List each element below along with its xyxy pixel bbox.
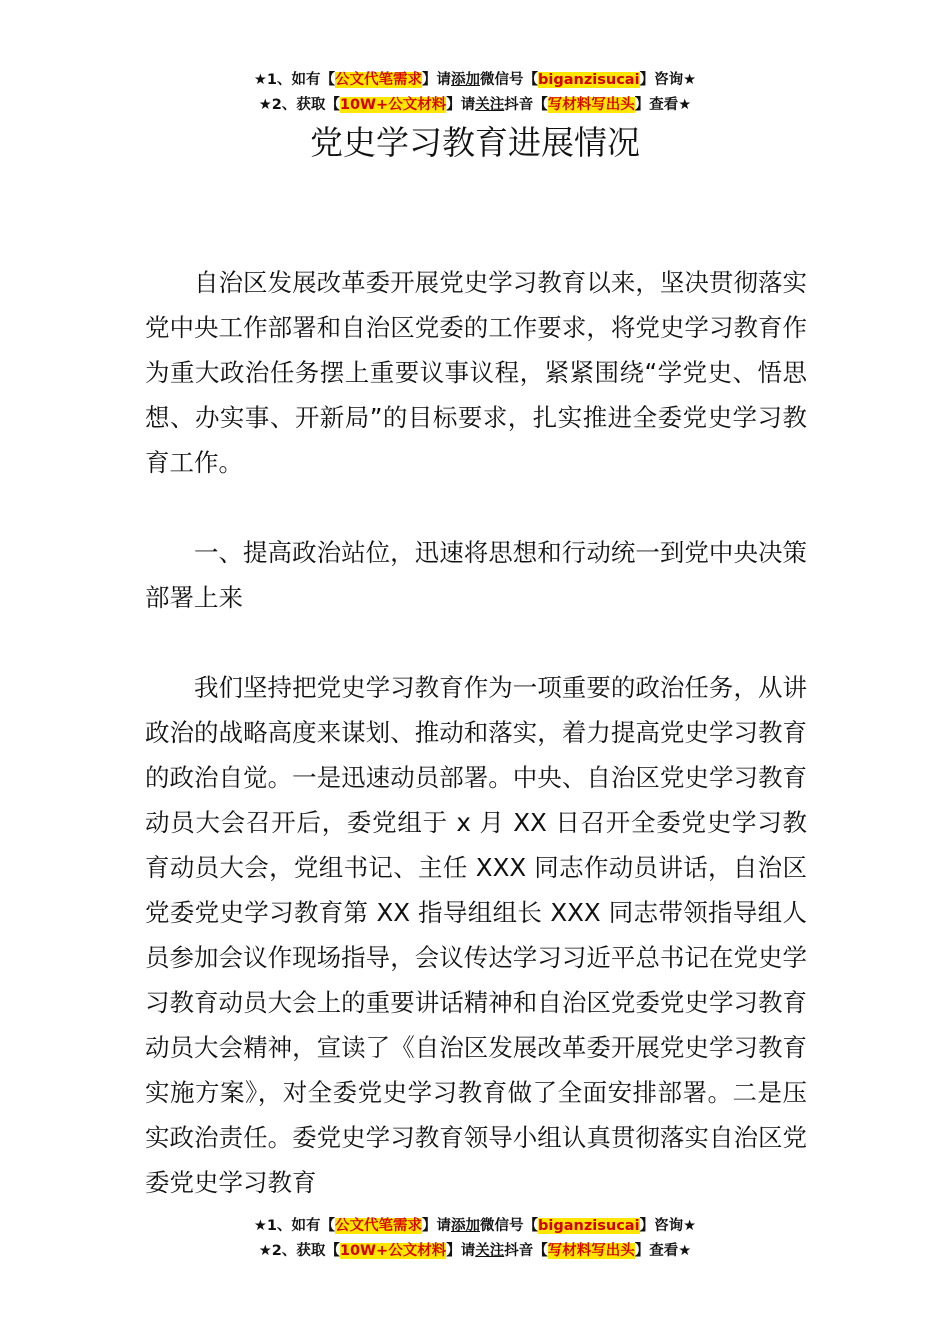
promo-line-1 (0, 1214, 950, 1239)
promo-text: 抖音【 (504, 97, 548, 113)
promo-highlight: 10W+公文材料 (339, 1243, 447, 1259)
promo-highlight: 公文代笔需求 (335, 72, 423, 88)
paragraph-intro: 自治区发展改革委开展党史学习教育以来，坚决贯彻落实党中央工作部署和自治区党委的工作要求，将党史学习教育作为重大政治任务摆上重要议事议程，紧紧围绕“学党史、悟思想、办实事、开新局”的目标要求，扎实推进全委党史学习教育工作。 (145, 268, 807, 477)
promo-text: 】咨询★ (639, 72, 697, 88)
promo-text: ★1、如有【 (253, 72, 336, 88)
promo-text: 抖音【 (504, 1243, 548, 1259)
promo-text: 】咨询★ (639, 1218, 697, 1234)
promo-highlight: biganzisucai (538, 1218, 640, 1234)
promo-line-2 (0, 1239, 950, 1264)
promo-text: 】请 (422, 72, 452, 88)
promo-underline: 关注 (475, 97, 505, 113)
paragraph-section-1: 我们坚持把党史学习教育作为一项重要的政治任务，从讲政治的战略高度来谋划、推动和落实，着力提高党史学习教育的政治自觉。一是迅速动员部署。中央、自治区党史学习教育动员大会召开后，委党组于 x 月 XX 日召开全委党史学习教育动员大会，党组书记、主任 XXX 同志作动员讲话，自治区党委党史学习教育第 XX 指导组组长 XXX 同志带领指导组人员参加会议作现场指导，会议传达学习习近平总书记在党史学习教育动员大会上的重要讲话精神和自治区党委党史学习教育动员大会精神，宣读了《自治区发展改革委开展党史学习教育实施方案》，对全委党史学习教育做了全面安排部署。二是压实政治责任。委党史学习教育领导小组认真贯彻落实自治区党委党史学习教育 (145, 673, 807, 1197)
promo-line-1 (0, 68, 950, 93)
document-title: 党史学习教育进展情况 (310, 123, 640, 162)
promo-underline: 关注 (475, 1243, 505, 1259)
promo-highlight: 公文代笔需求 (335, 1218, 423, 1234)
promo-text: 】查看★ (634, 97, 692, 113)
promo-banner-top (0, 68, 950, 118)
promo-highlight: 10W+公文材料 (339, 97, 447, 113)
promo-underline: 添加 (451, 1218, 481, 1234)
promo-line-2 (0, 93, 950, 118)
promo-underline: 添加 (451, 72, 481, 88)
promo-highlight: biganzisucai (538, 72, 640, 88)
promo-text: ★2、获取【 (258, 97, 340, 113)
promo-text: ★1、如有【 (253, 1218, 336, 1234)
promo-text: ★2、获取【 (258, 1243, 340, 1259)
document-body (145, 260, 807, 1205)
promo-text: 】请 (446, 1243, 476, 1259)
promo-text: 微信号【 (480, 1218, 539, 1234)
promo-banner-bottom (0, 1214, 950, 1264)
promo-text: 】请 (446, 97, 476, 113)
promo-text: 】请 (422, 1218, 452, 1234)
promo-highlight: 写材料写出头 (547, 97, 635, 113)
promo-text: 微信号【 (480, 72, 539, 88)
promo-text: 】查看★ (634, 1243, 692, 1259)
promo-highlight: 写材料写出头 (547, 1243, 635, 1259)
section-heading: 一、提高政治站位，迅速将思想和行动统一到党中央决策部署上来 (145, 538, 807, 612)
